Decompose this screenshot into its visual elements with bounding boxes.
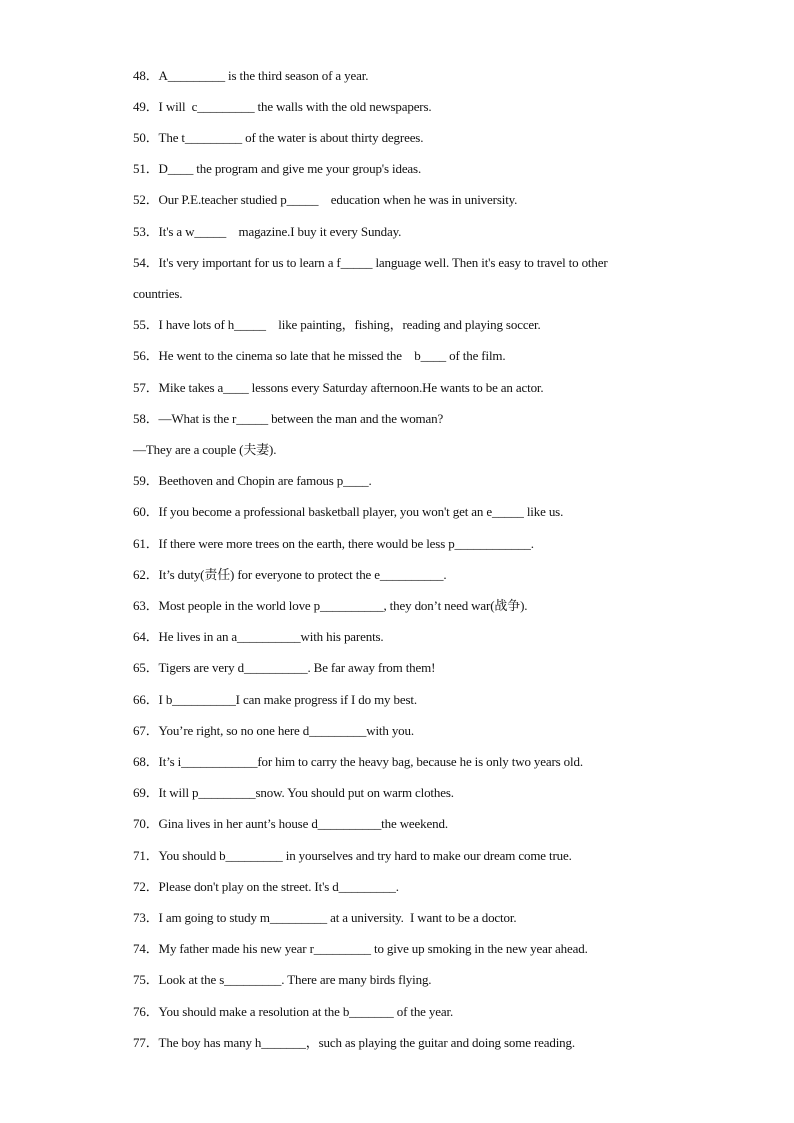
question-63: 63．Most people in the world love p__________, they don’t need war(战争). [133, 598, 528, 613]
question-70: 70．Gina lives in her aunt’s house d__________the weekend. [133, 816, 448, 831]
question-61: 61．If there were more trees on the earth, there would be less p____________. [133, 536, 534, 551]
question-66: 66．I b__________I can make progress if I do my best. [133, 692, 417, 707]
question-48: 48．A_________ is the third season of a year. [133, 68, 369, 83]
question-65: 65．Tigers are very d__________. Be far away from them! [133, 660, 436, 675]
question-58: 58．—What is the r_____ between the man and the woman? [133, 411, 444, 426]
question-52: 52．Our P.E.teacher studied p_____ education when he was in university. [133, 192, 518, 207]
question-68: 68．It’s i____________for him to carry the heavy bag, because he is only two years old. [133, 754, 583, 769]
question-57: 57．Mike takes a____ lessons every Saturday afternoon.He wants to be an actor. [133, 380, 544, 395]
question-60: 60．If you become a professional basketball player, you won't get an e_____ like us. [133, 504, 564, 519]
question-64: 64．He lives in an a__________with his parents. [133, 629, 384, 644]
question-49: 49．I will c_________ the walls with the old newspapers. [133, 99, 432, 114]
question-77: 77．The boy has many h_______，such as playing the guitar and doing some reading. [133, 1035, 575, 1050]
question-67: 67．You’re right, so no one here d_________with you. [133, 723, 414, 738]
question-54: 54．It's very important for us to learn a f_____ language well. Then it's easy to travel to other [133, 255, 608, 270]
question-54-continued: countries. [133, 286, 183, 301]
question-53: 53．It's a w_____ magazine.I buy it every Sunday. [133, 224, 402, 239]
question-72: 72．Please don't play on the street. It's d_________. [133, 879, 399, 894]
question-51: 51．D____ the program and give me your group's ideas. [133, 161, 422, 176]
question-76: 76．You should make a resolution at the b_______ of the year. [133, 1004, 454, 1019]
question-50: 50．The t_________ of the water is about thirty degrees. [133, 130, 424, 145]
question-62: 62．It’s duty(责任) for everyone to protect the e__________. [133, 567, 447, 582]
question-73: 73．I am going to study m_________ at a university. I want to be a doctor. [133, 910, 517, 925]
question-58-answer: —They are a couple (夫妻). [133, 442, 277, 457]
question-59: 59．Beethoven and Chopin are famous p____. [133, 473, 372, 488]
question-69: 69．It will p_________snow. You should put on warm clothes. [133, 785, 454, 800]
question-71: 71．You should b_________ in yourselves and try hard to make our dream come true. [133, 848, 572, 863]
question-75: 75．Look at the s_________. There are many birds flying. [133, 972, 432, 987]
question-74: 74．My father made his new year r_________ to give up smoking in the new year ahead. [133, 941, 588, 956]
question-56: 56．He went to the cinema so late that he missed the b____ of the film. [133, 348, 506, 363]
question-55: 55．I have lots of h_____ like painting，fishing，reading and playing soccer. [133, 317, 541, 332]
